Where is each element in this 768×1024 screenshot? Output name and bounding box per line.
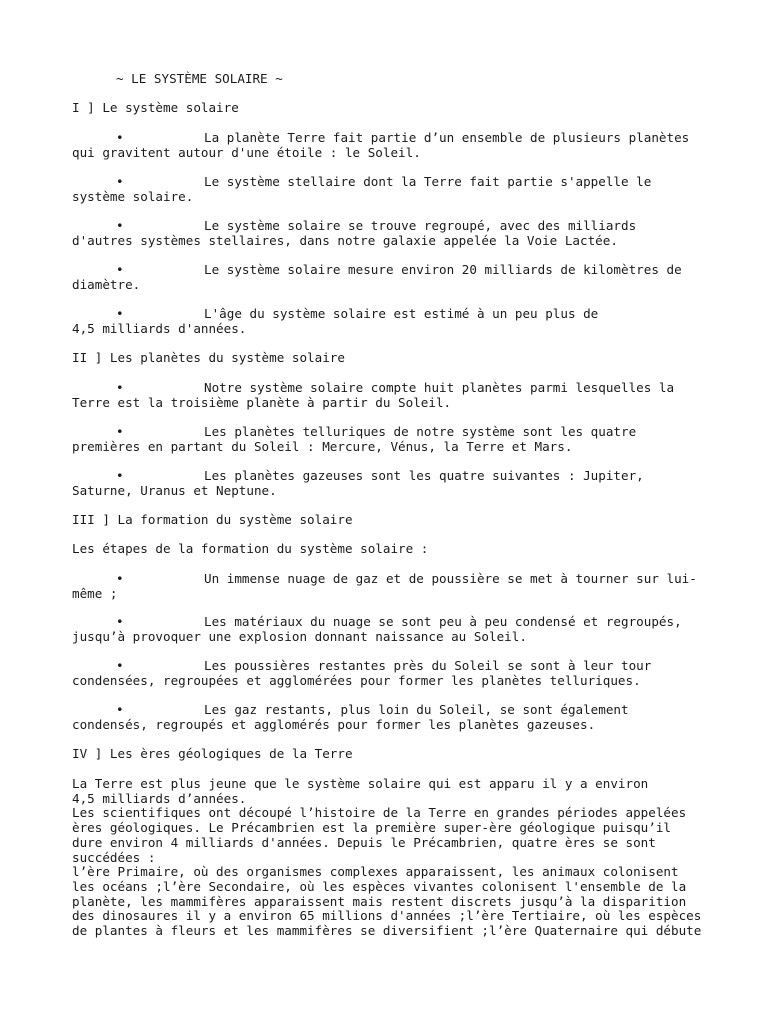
bullet-item (72, 615, 712, 644)
bullet-icon: • (116, 614, 124, 629)
bullet-icon: • (116, 174, 124, 189)
bullet-text-continued: condensés, regroupés et agglomérés pour former les planètes gazeuses. (72, 716, 596, 732)
bullet-text-continued: Terre est la troisième planète à partir du Soleil. (72, 394, 452, 410)
section-heading-2: II ] Les planètes du système solaire (72, 350, 345, 365)
bullet-item (72, 469, 712, 498)
paragraph-line: 4,5 milliards d’années. (72, 790, 247, 806)
bullet-icon: • (116, 218, 124, 233)
bullet-item (72, 175, 712, 204)
bullet-item (72, 572, 712, 601)
bullet-text: Les planètes gazeuses sont les quatre suivantes : Jupiter, (204, 468, 644, 483)
bullet-text-continued: même ; (72, 585, 118, 601)
bullet-text: Notre système solaire compte huit planètes parmi lesquelles la (204, 380, 675, 395)
bullet-text: L'âge du système solaire est estimé à un peu plus de (204, 306, 599, 321)
bullet-text-continued: Saturne, Uranus et Neptune. (72, 482, 277, 498)
bullet-icon: • (116, 424, 124, 439)
bullet-icon: • (116, 658, 124, 673)
bullet-text-continued: système solaire. (72, 188, 194, 204)
bullet-icon: • (116, 468, 124, 483)
paragraph-line: dure environ 4 milliards d'années. Depuis le Précambrien, quatre ères se sont (72, 834, 656, 850)
bullet-icon: • (116, 306, 124, 321)
bullet-text-continued: premières en partant du Soleil : Mercure, Vénus, la Terre et Mars. (72, 438, 573, 454)
paragraph-line: planète, les mammifères apparaissent mais restent discrets jusqu’à la disparition (72, 893, 687, 909)
bullet-text: Les matériaux du nuage se sont peu à peu condensé et regroupés, (204, 614, 682, 629)
bullet-item (72, 381, 712, 410)
bullet-text-continued: d'autres systèmes stellaires, dans notre galaxie appelée la Voie Lactée. (72, 232, 618, 248)
section-heading-4: IV ] Les ères géologiques de la Terre (72, 746, 353, 761)
bullet-text-continued: condensées, regroupées et agglomérées pour former les planètes telluriques. (72, 672, 641, 688)
bullet-text-continued: jusqu’à provoquer une explosion donnant naissance au Soleil. (72, 628, 527, 644)
bullet-item (72, 131, 712, 160)
paragraph-line: les océans ;l’ère Secondaire, où les espèces vivantes colonisent l'ensemble de la (72, 878, 687, 894)
section-heading-1: I ] Le système solaire (72, 100, 239, 115)
bullet-icon: • (116, 380, 124, 395)
bullet-item (72, 263, 712, 292)
bullet-item (72, 425, 712, 454)
bullet-icon: • (116, 130, 124, 145)
bullet-item (72, 703, 712, 732)
document-title: ~ LE SYSTÈME SOLAIRE ~ (116, 71, 283, 86)
bullet-icon: • (116, 262, 124, 277)
bullet-text: Le système solaire se trouve regroupé, avec des milliards (204, 218, 637, 233)
paragraph-line: l’ère Primaire, où des organismes complexes apparaissent, les animaux colonisent (72, 864, 679, 880)
bullet-text: Le système stellaire dont la Terre fait partie s'appelle le (204, 174, 652, 189)
bullet-icon: • (116, 702, 124, 717)
bullet-item (72, 219, 712, 248)
paragraph-line: La Terre est plus jeune que le système solaire qui est apparu il y a environ (72, 776, 649, 791)
bullet-icon: • (116, 571, 124, 586)
bullet-text: Le système solaire mesure environ 20 milliards de kilomètres de (204, 262, 682, 277)
paragraph-line: des dinosaures il y a environ 65 millions d'années ;l’ère Tertiaire, où les espèces (72, 908, 702, 924)
bullet-text: Les gaz restants, plus loin du Soleil, se sont également (204, 702, 629, 717)
bullet-text: Un immense nuage de gaz et de poussière se met à tourner sur lui- (204, 571, 697, 586)
bullet-text: Les planètes telluriques de notre système sont les quatre (204, 424, 637, 439)
paragraph-line: Les scientifiques ont découpé l’histoire de la Terre en grandes périodes appelées (72, 805, 687, 821)
bullet-item (72, 307, 712, 336)
bullet-item (72, 659, 712, 688)
bullet-text-continued: 4,5 milliards d'années. (72, 320, 247, 336)
section-intro: Les étapes de la formation du système solaire : (72, 541, 429, 556)
paragraph-line: de plantes à fleurs et les mammifères se diversifient ;l’ère Quaternaire qui débute (72, 923, 702, 938)
bullet-text-continued: qui gravitent autour d'une étoile : le Soleil. (72, 144, 421, 160)
paragraph-line: succédées : (72, 849, 156, 865)
paragraph-line: ères géologiques. Le Précambrien est la première super-ère géologique puisqu’il (72, 820, 671, 836)
bullet-text: La planète Terre fait partie d’un ensemble de plusieurs planètes (204, 130, 690, 145)
bullet-text: Les poussières restantes près du Soleil se sont à leur tour (204, 658, 652, 673)
section-heading-3: III ] La formation du système solaire (72, 512, 353, 527)
bullet-text-continued: diamètre. (72, 276, 141, 292)
